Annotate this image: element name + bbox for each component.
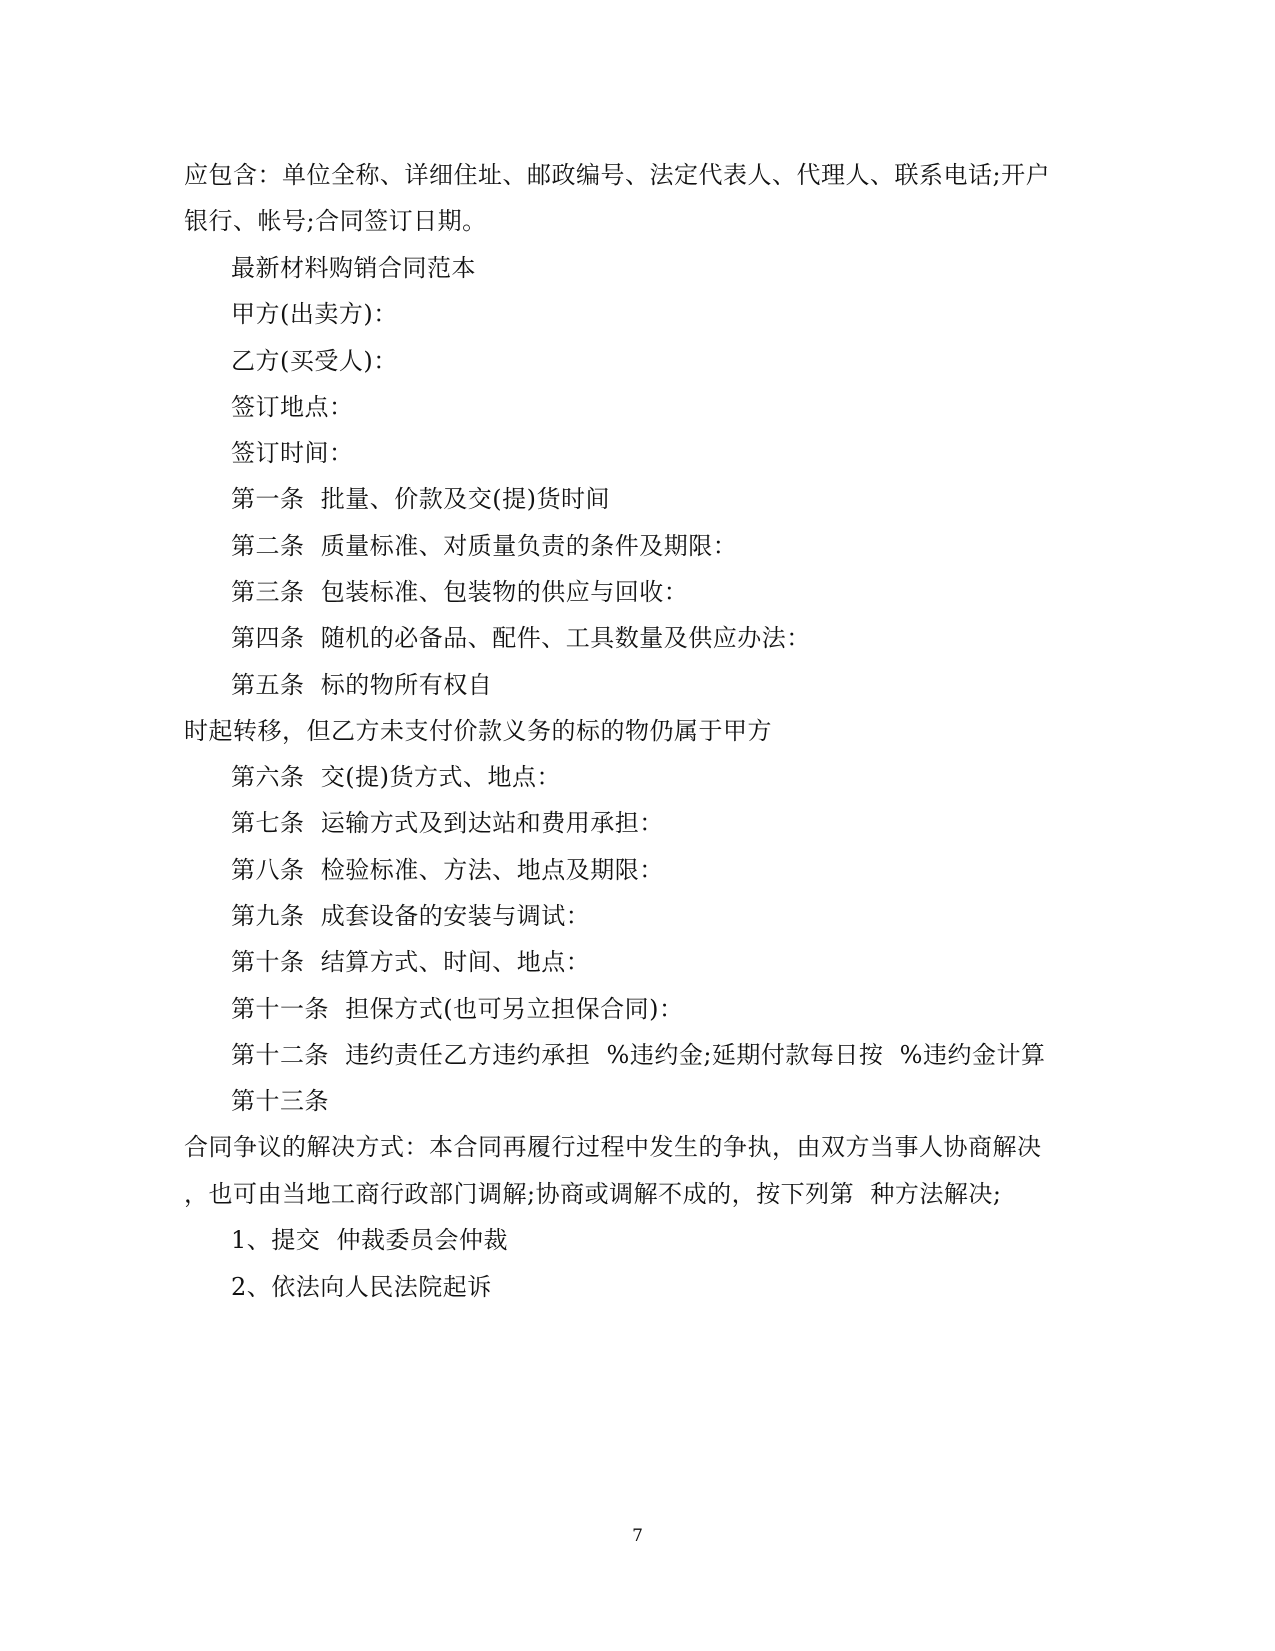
article-10: 第十条 结算方式、时间、地点： <box>231 948 591 976</box>
party-b-line: 乙方(买受人)： <box>231 347 398 375</box>
signing-place-line: 签订地点： <box>231 393 354 421</box>
article-1: 第一条 批量、价款及交(提)货时间 <box>231 485 610 513</box>
page-number: 7 <box>632 1526 643 1546</box>
article-13: 第十三条 <box>231 1087 329 1115</box>
article-3: 第三条 包装标准、包装物的供应与回收： <box>231 578 689 606</box>
article-12: 第十二条 违约责任乙方违约承担 %违约金;延期付款每日按 %违约金计算 <box>231 1041 1046 1069</box>
signing-time-line: 签订时间： <box>231 439 354 467</box>
article-2: 第二条 质量标准、对质量负责的条件及期限： <box>231 532 738 560</box>
article-11: 第十一条 担保方式(也可另立担保合同)： <box>231 995 684 1023</box>
dispute-option-2: 2、依法向人民法院起诉 <box>231 1273 492 1301</box>
party-a-line: 甲方(出卖方)： <box>231 300 398 328</box>
article-5-continuation: 时起转移，但乙方未支付价款义务的标的物仍属于甲方 <box>184 717 772 745</box>
article-7: 第七条 运输方式及到达站和费用承担： <box>231 809 664 837</box>
dispute-option-1: 1、提交 仲裁委员会仲裁 <box>231 1226 509 1254</box>
text-line: 银行、帐号;合同签订日期。 <box>184 207 487 235</box>
article-8: 第八条 检验标准、方法、地点及期限： <box>231 856 664 884</box>
text-line: 应包含：单位全称、详细住址、邮政编号、法定代表人、代理人、联系电话;开户 <box>184 161 1051 189</box>
document-title: 最新材料购销合同范本 <box>231 254 476 282</box>
article-4: 第四条 随机的必备品、配件、工具数量及供应办法： <box>231 624 811 652</box>
article-5: 第五条 标的物所有权自 <box>231 671 493 699</box>
article-6: 第六条 交(提)货方式、地点： <box>231 763 561 791</box>
article-13-continuation: 合同争议的解决方式：本合同再履行过程中发生的争执，由双方当事人协商解决 <box>184 1133 1042 1161</box>
article-13-continuation: ，也可由当地工商行政部门调解;协商或调解不成的，按下列第 种方法解决; <box>184 1180 1002 1208</box>
article-9: 第九条 成套设备的安装与调试： <box>231 902 591 930</box>
